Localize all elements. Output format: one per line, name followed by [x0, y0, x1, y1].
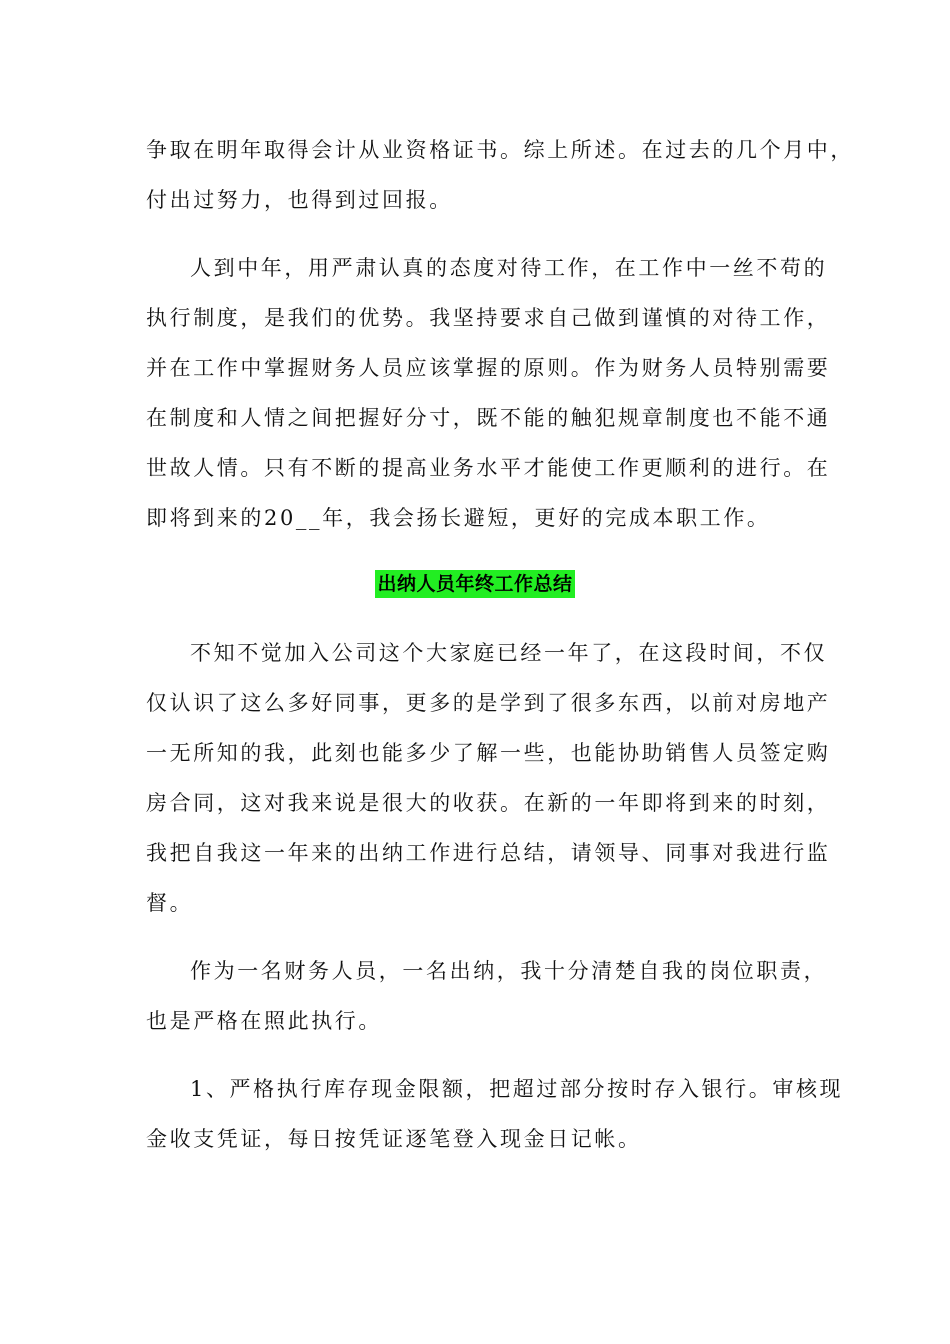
text-line: 房合同，这对我来说是很大的收获。在新的一年即将到来的时刻，: [146, 791, 831, 815]
text-line: 作为一名财务人员，一名出纳，我十分清楚自我的岗位职责，: [190, 959, 828, 983]
text-line: 我把自我这一年来的出纳工作进行总结，请领导、同事对我进行监: [146, 841, 831, 865]
text-line: 执行制度，是我们的优势。我坚持要求自己做到谨慎的对待工作，: [146, 306, 831, 330]
text-line: 争取在明年取得会计从业资格证书。综上所述。在过去的几个月中，: [146, 138, 854, 162]
text-line: 一无所知的我，此刻也能多少了解一些，也能协助销售人员签定购: [146, 741, 831, 765]
text-line: 仅认识了这么多好同事，更多的是学到了很多东西，以前对房地产: [146, 691, 831, 715]
text-line: 即将到来的20__年，我会扬长避短，更好的完成本职工作。: [146, 506, 771, 530]
text-line: 在制度和人情之间把握好分寸，既不能的触犯规章制度也不能不通: [146, 406, 831, 430]
text-line: 并在工作中掌握财务人员应该掌握的原则。作为财务人员特别需要: [146, 356, 831, 380]
text-line: 人到中年，用严肃认真的态度对待工作，在工作中一丝不苟的: [190, 256, 828, 280]
text-line: 金收支凭证，每日按凭证逐笔登入现金日记帐。: [146, 1127, 642, 1151]
section-title: 出纳人员年终工作总结: [375, 570, 574, 598]
text-line: 不知不觉加入公司这个大家庭已经一年了，在这段时间，不仅: [190, 641, 828, 665]
text-line: 付出过努力，也得到过回报。: [146, 188, 453, 212]
text-line: 1、严格执行库存现金限额，把超过部分按时存入银行。审核现: [190, 1077, 844, 1101]
text-line: 世故人情。只有不断的提高业务水平才能使工作更顺利的进行。在: [146, 456, 831, 480]
text-line: 督。: [146, 891, 194, 915]
section-heading-row: [0, 570, 950, 598]
text-line: 也是严格在照此执行。: [146, 1009, 382, 1033]
